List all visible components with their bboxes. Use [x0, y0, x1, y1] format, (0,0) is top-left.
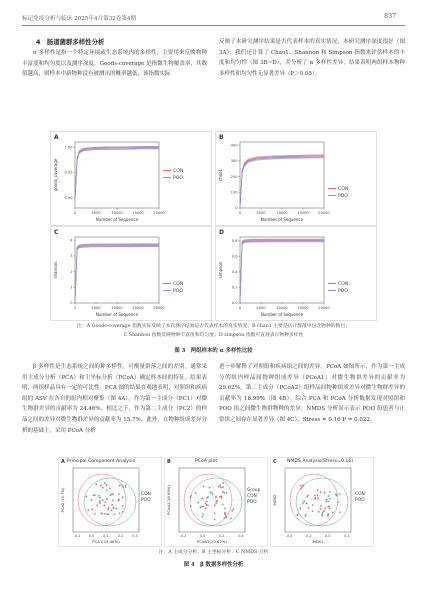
running-header: 标记免疫分析与临床 2025年4月第32卷第4期 [22, 16, 137, 22]
point-con [302, 484, 304, 486]
x-tick-label: 0 [73, 306, 77, 310]
point-poo [337, 501, 339, 503]
point-con [195, 492, 197, 494]
point-poo [307, 495, 309, 497]
point-poo [113, 507, 115, 509]
point-con [101, 513, 103, 515]
point-poo [222, 503, 224, 505]
point-poo [98, 495, 100, 497]
x-tick-label: 0.0 [324, 534, 331, 538]
point-poo [122, 497, 124, 499]
section-title: 4 肠道菌群多样性分析 [36, 38, 105, 46]
x-tick-label: 10000 [111, 211, 123, 215]
point-poo [306, 502, 308, 504]
fig3-label-c: C [54, 229, 59, 236]
y-tick-label: 0.8 [231, 239, 238, 244]
y-tick-label: 0.90 [64, 196, 73, 201]
para-beta-right: 进一步解释了对照组和疾病组之间的差异。PCoA 如图所示，作为第一主成分的组内样品间物种组成差异（PCoA1）对微生物群差异的贡献率为 29.62%。第二主成分（PCoA2）组样品间物种组成差异对微生物群差异的贡献率为 18.99%（图 4B）。综合 PCA 和 PCoA 分析数据发现对照组和 POO 组之间微生物群物种的差异。NMDS 分析显示表示 POO 组患者与正常组之间存在显著差异（图 4C）。Stress = 0.16 P = 0.022。 [219, 364, 405, 423]
x-tick-label: 0 [238, 211, 242, 215]
fig3-caption-line2: C Shannon 指数反映物种丰富度和均匀度；D simpson 指数可直观表示物种多样性 [123, 333, 304, 338]
x-axis-label: Number of Sequence [95, 217, 139, 222]
point-poo [107, 509, 109, 511]
y-tick-label: 0 [70, 301, 73, 306]
y-tick-label: 2 [70, 269, 73, 274]
x-tick-label: 10000 [111, 306, 123, 310]
point-poo [112, 500, 114, 502]
fig3-label-b: B [219, 134, 224, 141]
point-con [99, 502, 101, 504]
point-poo [203, 506, 205, 508]
point-con [103, 505, 105, 507]
point-con [314, 498, 316, 500]
point-con [328, 501, 330, 503]
y-axis-label: shannon [53, 261, 58, 279]
point-con [106, 484, 108, 486]
point-con [106, 498, 108, 500]
x-tick-label: 20000 [318, 211, 330, 215]
point-con [118, 499, 120, 501]
point-poo [327, 513, 329, 515]
point-con [209, 487, 211, 489]
point-poo [125, 484, 127, 486]
legend-item-con: CON [141, 492, 151, 497]
y-axis-label: goods_coverage [53, 158, 58, 192]
point-con [215, 495, 217, 497]
x-tick-label: 0.2 [117, 534, 124, 538]
point-con [225, 515, 227, 517]
point-con [216, 500, 218, 502]
point-poo [304, 515, 306, 517]
legend-item-poo: POO [247, 500, 257, 505]
y-tick-label: 400 [230, 143, 238, 148]
point-con [108, 507, 110, 509]
point-poo [212, 493, 214, 495]
point-poo [325, 499, 327, 501]
x-tick-label: -0.2 [179, 534, 187, 538]
fig3-panel-d [215, 226, 377, 321]
x-tick-label: 0.2 [218, 534, 225, 538]
fig4-label-c: C [273, 459, 277, 465]
point-poo [99, 497, 101, 499]
fig3-chart-a [51, 132, 211, 225]
x-tick-label: 0.3 [132, 534, 138, 538]
fig3-legend-d [328, 282, 348, 295]
fig4-panel-c [270, 457, 374, 547]
point-poo [215, 502, 217, 504]
x-tick-label: 5000 [256, 211, 266, 215]
fig4-title-b: PCoA plot [195, 459, 218, 464]
point-poo [223, 517, 225, 519]
point-con [100, 485, 102, 487]
x-axis-label: PCoA1(29.62%) [197, 539, 227, 544]
y-tick-label: 0.2 [231, 285, 238, 290]
point-poo [118, 493, 120, 495]
point-con [190, 505, 192, 507]
point-poo [214, 519, 216, 521]
point-con [220, 495, 222, 497]
fig3-caption-line1: 注：A Goods-coverage 指数实际反映了本次测序结果是否代表样本的真实情况；B chao1 主要是估计群落中包含物种的数目； [77, 324, 350, 329]
x-tick-label: 20000 [318, 306, 330, 310]
x-tick-label: 10000 [276, 211, 288, 215]
point-con [306, 496, 308, 498]
point-poo [219, 485, 221, 487]
point-poo [113, 513, 115, 515]
point-con [96, 505, 98, 507]
fig4-label-b: B [167, 459, 171, 465]
point-poo [104, 513, 106, 515]
y-tick-label: 0.95 [64, 170, 73, 175]
x-tick-label: 0.0 [199, 534, 206, 538]
point-poo [332, 512, 334, 514]
y-tick-label: 0 [235, 206, 238, 211]
point-con [317, 497, 319, 499]
point-poo [125, 486, 127, 488]
point-poo [111, 493, 113, 495]
plot-frame [240, 142, 324, 208]
point-con [300, 485, 302, 487]
point-poo [119, 512, 121, 514]
x-tick-label: -0.2 [305, 534, 312, 538]
y-tick-label: 0.4 [231, 270, 238, 275]
point-con [95, 483, 97, 485]
point-con [104, 482, 106, 484]
point-con [189, 497, 191, 499]
y-tick-label: 3 [70, 254, 73, 259]
point-con [190, 495, 192, 497]
fig3-title: 图 3 两组样本的 α 多样性比较 [174, 348, 253, 354]
point-con [91, 508, 93, 510]
fig4-legend-c [355, 492, 365, 504]
plot-frame [240, 237, 324, 303]
fig3-label-a: A [54, 134, 59, 141]
legend-item-poo: POO [141, 498, 151, 503]
fig3-chart-b [216, 132, 376, 225]
y-tick-label: 0.0 [231, 301, 238, 306]
x-tick-label: 15000 [297, 306, 309, 310]
x-axis-label: MDS1 [312, 539, 324, 544]
plot-frame [75, 142, 159, 208]
point-con [111, 504, 113, 506]
fig3-panel-c [50, 226, 212, 321]
point-con [85, 496, 87, 498]
y-axis-label: chao1 [218, 168, 223, 182]
point-poo [324, 507, 326, 509]
point-con [214, 504, 216, 506]
point-con [201, 498, 203, 500]
point-poo [121, 484, 123, 486]
point-con [328, 506, 330, 508]
y-axis-label: MDS2 [272, 494, 277, 506]
point-poo [202, 513, 204, 515]
point-con [109, 488, 111, 490]
point-poo [197, 502, 199, 504]
fig4-title: 图 4 β 数据多样性分析 [183, 562, 244, 568]
fig3-legend-a [163, 169, 183, 182]
x-tick-label: 0 [238, 306, 242, 310]
point-con [222, 491, 224, 493]
fig4-title-a: Principal Component Analysis [67, 459, 136, 464]
point-con [111, 509, 113, 511]
point-poo [201, 516, 203, 518]
legend-item-poo: POO [163, 289, 183, 296]
x-tick-label: 20000 [153, 306, 165, 310]
fig3-panel-b [215, 131, 377, 226]
legend-item-con: CON [163, 169, 183, 176]
point-con [205, 503, 207, 505]
point-poo [94, 494, 96, 496]
point-poo [329, 508, 331, 510]
point-poo [106, 489, 108, 491]
y-axis-label: PCoA2(18.99%) [166, 485, 171, 515]
point-con [323, 510, 325, 512]
fig4-caption: 注：A 主成分分析；B 主坐标分析；C NMDS 分析 [158, 550, 269, 555]
point-con [218, 486, 220, 488]
point-poo [232, 508, 234, 510]
x-tick-label: 0.1 [103, 534, 109, 538]
point-con [321, 515, 323, 517]
fig4-panel-a [58, 457, 162, 547]
x-tick-label: -0.4 [285, 534, 293, 538]
x-tick-label: 5000 [91, 306, 101, 310]
page-number: 837 [384, 12, 397, 20]
point-con [301, 486, 303, 488]
x-tick-label: 10000 [276, 306, 288, 310]
legend-item-con: CON [328, 187, 348, 194]
fig3-chart-d [216, 227, 376, 320]
x-tick-label: 5000 [91, 211, 101, 215]
point-poo [122, 511, 124, 513]
point-con [299, 507, 301, 509]
point-con [327, 515, 329, 517]
point-poo [207, 505, 209, 507]
point-poo [201, 505, 203, 507]
legend-item-con: CON [328, 282, 348, 289]
point-poo [318, 511, 320, 513]
point-poo [325, 501, 327, 503]
point-poo [122, 505, 124, 507]
point-con [220, 486, 222, 488]
para-alpha-right: 反映了本研究测序结果是否代表样本的真实情况，本研究测序深度很好（图 3A）；我们还计算了 Chao1、Shannon 和 Simpson 指数来评估样本的丰度和均匀性（图 3B~D），并分析了 α 多样性差异，结果表明两组样本物种多样性和均匀性无显著差异（P＞0.05）。 [219, 39, 405, 77]
y-tick-label: 200 [230, 174, 238, 179]
point-con [296, 514, 298, 516]
point-poo [339, 493, 341, 495]
legend-item-con: CON [247, 494, 257, 499]
point-poo [324, 492, 326, 494]
point-con [214, 512, 216, 514]
point-poo [322, 512, 324, 514]
point-poo [329, 498, 331, 500]
legend-item-poo: POO [328, 194, 348, 201]
point-poo [116, 508, 118, 510]
x-tick-label: 0.4 [238, 534, 244, 538]
fig4-legend-b [247, 488, 260, 506]
x-axis-label: PCA1(24.46%) [92, 539, 120, 544]
point-con [224, 512, 226, 514]
point-poo [102, 487, 104, 489]
point-poo [224, 513, 226, 515]
point-con [99, 501, 101, 503]
point-poo [223, 492, 225, 494]
point-poo [206, 497, 208, 499]
para-alpha-left: α 多样性是指一个特定环境或生态系统内的多样性，主要用来反映物种丰富度和均匀度以及测序深度。Goods-coverage 是指微生物覆盖率，其数值越高，则样本中新物种没有被测出的概率越低，该指数实际 [22, 50, 207, 78]
point-poo [224, 507, 226, 509]
legend-item-con: CON [163, 282, 183, 289]
point-poo [317, 494, 319, 496]
point-poo [312, 504, 314, 506]
point-con [320, 491, 322, 493]
x-tick-label: 5000 [256, 306, 266, 310]
point-poo [320, 505, 322, 507]
x-tick-label: 0.0 [88, 534, 95, 538]
para-beta-left: β 多样性是生态系统之间的种多样性，可衡量群落之间的差别。通常采用主成分分析（PCA）和主坐标分析（PCoA）确定样本间的特征。结果表明，两组样品具有一定的可比性。PCA 图的结果直观地表明，对照组和疾病组的 ASV 在各自的组内相对聚集（图 4A）。作为第一主成分（PC1）对微生物群差异的贡献率为 24.46%。相比之下，作为第二主成分（PC2）的样品之间的差异对微生物群差异的贡献率为 15.7%。此外，在物种组成差异分析的基础上，采用 PCoA 分析 [22, 364, 207, 434]
point-poo [209, 492, 211, 494]
point-poo [329, 491, 331, 493]
legend-item-poo: POO [163, 176, 183, 183]
y-tick-label: 1 [70, 285, 73, 290]
point-poo [203, 486, 205, 488]
point-con [205, 507, 207, 509]
legend-item-poo: POO [328, 289, 348, 296]
point-poo [122, 486, 124, 488]
point-poo [108, 513, 110, 515]
fig3-legend-b [328, 187, 348, 200]
x-axis-label: Number of Sequence [260, 217, 304, 222]
y-tick-label: 300 [230, 159, 238, 164]
point-poo [328, 495, 330, 497]
point-con [312, 510, 314, 512]
x-axis-label: Number of Sequence [95, 312, 139, 317]
legend-item-con: CON [355, 492, 365, 497]
point-con [302, 502, 304, 504]
fig4-legend-a [141, 492, 151, 504]
point-con [90, 499, 92, 501]
point-con [308, 507, 310, 509]
fig3-chart-c [51, 227, 211, 320]
y-axis-label: simpson [218, 261, 223, 279]
x-tick-label: 20000 [153, 211, 165, 215]
point-con [222, 482, 224, 484]
point-con [317, 489, 319, 491]
point-poo [230, 518, 232, 520]
x-tick-label: 15000 [132, 211, 144, 215]
point-poo [339, 511, 341, 513]
point-con [104, 501, 106, 503]
fig4-panel-b [164, 457, 268, 547]
x-tick-label: 15000 [132, 306, 144, 310]
point-poo [102, 499, 104, 501]
y-tick-label: 1.00 [64, 145, 73, 150]
x-tick-label: 0 [73, 211, 77, 215]
point-con [219, 496, 221, 498]
y-tick-label: 0.6 [231, 254, 238, 259]
fig4-title-c: NMDS Analysis(Stress=0.16) [287, 459, 354, 464]
point-con [320, 508, 322, 510]
fig3-panel-a [50, 131, 212, 226]
point-con [221, 497, 223, 499]
point-con [94, 513, 96, 515]
point-poo [222, 486, 224, 488]
x-tick-label: -0.1 [73, 534, 81, 538]
point-poo [303, 500, 305, 502]
point-poo [231, 510, 233, 512]
point-poo [226, 492, 228, 494]
fig4-label-a: A [61, 459, 65, 465]
point-con [314, 495, 316, 497]
point-poo [336, 495, 338, 497]
y-tick-label: 100 [230, 190, 238, 195]
fig3-label-d: D [219, 229, 224, 236]
x-axis-label: Number of Sequence [260, 312, 304, 317]
y-tick-label: 4 [70, 238, 73, 243]
point-con [87, 509, 89, 511]
y-axis-label: PCA2(15.7%) [60, 487, 65, 513]
fig3-legend-c [163, 282, 183, 295]
header-rule [22, 25, 405, 26]
x-tick-label: 0.2 [344, 534, 350, 538]
point-con [206, 501, 208, 503]
legend-title: Group [247, 488, 261, 493]
legend-item-poo: POO [355, 498, 365, 503]
point-con [119, 485, 121, 487]
x-tick-label: 15000 [297, 211, 309, 215]
